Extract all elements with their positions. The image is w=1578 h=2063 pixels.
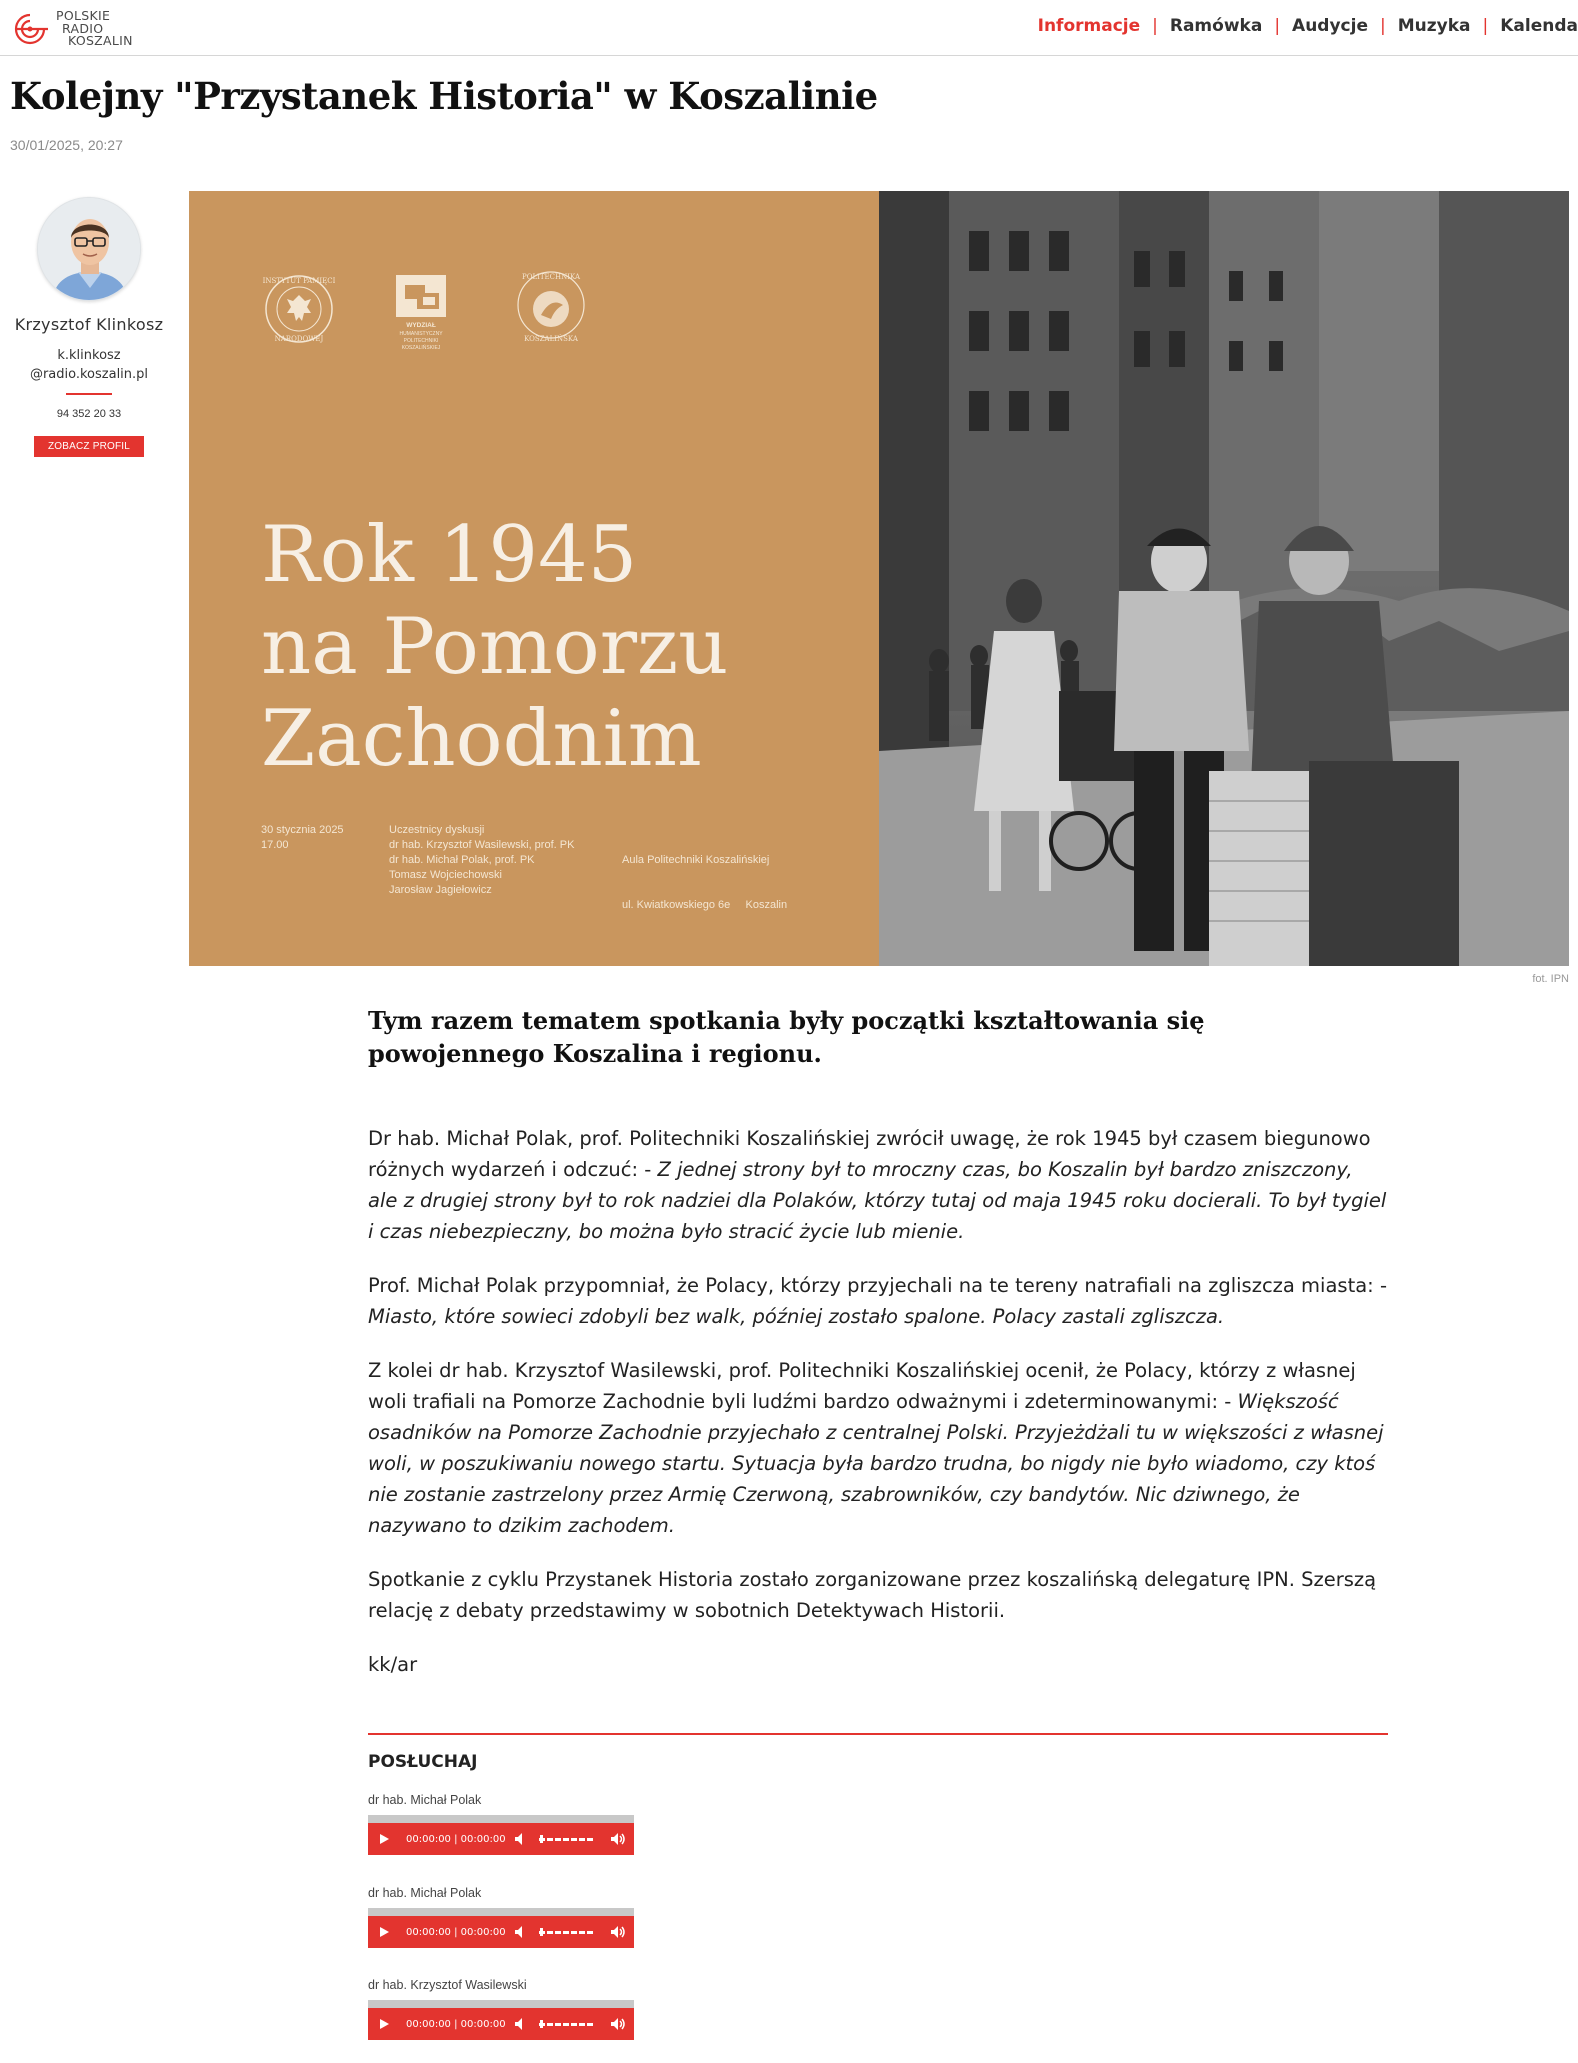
listen-heading: POSŁUCHAJ: [368, 1752, 478, 1772]
audio-track-label: dr hab. Michał Polak: [368, 1793, 482, 1807]
divider: [66, 393, 112, 395]
divider: [368, 1733, 1388, 1735]
poster-title-line: Rok 1945: [261, 510, 638, 600]
historical-street-photo: [879, 191, 1569, 966]
publish-date: 30/01/2025, 20:27: [10, 137, 123, 153]
poster-participants: Uczestnicy dyskusji dr hab. Krzysztof Wasilewski, prof. PK dr hab. Michał Polak, prof. PK Tomasz Wojciechowski Jarosław Jagiełowicz: [389, 824, 575, 896]
poster-title-line: Zachodnim: [261, 694, 702, 784]
faculty-logo-icon: [396, 275, 446, 317]
author-email-line: @radio.koszalin.pl: [29, 367, 149, 382]
main-nav: [1026, 16, 1578, 36]
audio-time: 00:00:00 | 00:00:00: [406, 1926, 506, 1938]
nav-separator: |: [1152, 16, 1158, 36]
view-profile-button[interactable]: ZOBACZ PROFIL: [34, 436, 144, 457]
faculty-logo-text: WYDZIAŁ: [406, 322, 436, 329]
play-button[interactable]: [368, 2008, 400, 2040]
nav-item-audycje[interactable]: Audycje: [1292, 16, 1368, 36]
audio-track-label: dr hab. Michał Polak: [368, 1886, 482, 1900]
site-logo[interactable]: [8, 8, 133, 50]
volume-mute-icon[interactable]: [513, 1831, 529, 1847]
play-button[interactable]: [368, 1823, 400, 1855]
audio-progress-bar[interactable]: [368, 1908, 634, 1916]
hero-image: [189, 191, 1569, 966]
audio-controls: [368, 1823, 634, 1855]
play-icon: [378, 2018, 390, 2030]
poster-title: [261, 509, 728, 785]
audio-time: 00:00:00 | 00:00:00: [406, 1833, 506, 1845]
play-icon: [378, 1833, 390, 1845]
volume-max-icon[interactable]: [610, 1831, 626, 1847]
historical-photo: [879, 191, 1569, 966]
volume-slider[interactable]: [539, 1928, 599, 1936]
play-button[interactable]: [368, 1916, 400, 1948]
svg-text:KOSZALIŃSKA: KOSZALIŃSKA: [524, 335, 578, 343]
poster-venue: Aula Politechniki Koszalińskiej ul. Kwiatkowskiego 6e Koszalin: [622, 854, 788, 911]
volume-mute-icon[interactable]: [513, 2016, 529, 2032]
volume-slider[interactable]: [539, 1835, 599, 1843]
svg-text:NARODOWEJ: NARODOWEJ: [274, 335, 324, 343]
photo-credit: fot. IPN: [1532, 973, 1569, 985]
radio-logo-icon: [8, 11, 52, 47]
faculty-logo-text: HUMANISTYCZNY: [399, 331, 443, 337]
ipn-logo-icon: [263, 276, 336, 343]
nav-separator: |: [1274, 16, 1281, 36]
article-paragraph: Spotkanie z cyklu Przystanek Historia zostało zorganizowane przez koszalińską delegaturę IPN. Szerszą relację z debaty przedstawimy w sobotnich Detektywach Historii.: [368, 1568, 1377, 1622]
poster-title-line: na Pomorzu: [261, 602, 729, 692]
nav-item-kalendarz[interactable]: Kalenda: [1500, 16, 1578, 36]
article-signature: kk/ar: [368, 1653, 418, 1676]
svg-text:INSTYTUT PAMIĘCI: INSTYTUT PAMIĘCI: [263, 277, 336, 285]
avatar[interactable]: [37, 197, 141, 301]
audio-controls: [368, 2008, 634, 2040]
audio-player: [368, 1886, 636, 1948]
nav-separator: |: [1380, 16, 1386, 36]
site-header: [0, 0, 1578, 56]
article-paragraph: Prof. Michał Polak przypomniał, że Polacy, którzy przyjechali na te tereny natrafiali na zgliszcza miasta: - Miasto, które sowieci zdobyli bez walk, później zostało spalone. Polacy zastali zgliszcza.: [368, 1274, 1387, 1328]
article-body: [368, 1123, 1388, 1703]
author-name[interactable]: Krzysztof Klinkosz: [14, 315, 164, 334]
audio-player: [368, 1793, 636, 1855]
audio-controls: [368, 1916, 634, 1948]
nav-separator: |: [1482, 16, 1489, 36]
volume-slider[interactable]: [539, 2020, 599, 2028]
author-email-line: k.klinkosz: [57, 348, 121, 363]
nav-item-muzyka[interactable]: Muzyka: [1397, 16, 1471, 36]
article-paragraph: Z kolei dr hab. Krzysztof Wasilewski, prof. Politechniki Koszalińskiej ocenił, że Polacy, którzy z własnej woli trafiali na Pomorze Zachodnie byli ludźmi bardzo odważnymi i zdeterminowanymi: - Większość osadników na Pomorze Zachodnie przyjechało z centralnej Polski. Przyjeżdżali tu w większości z własnej woli, w poszukiwaniu nowego startu. Sytuacja była bardzo trudna, bo nigdy nie było wiadomo, czy ktoś nie zostanie zastrzelony przez Armię Czerwoną, szabrowników, czy bandytów. Nic dziwnego, że nazywano to dzikim zachodem.: [368, 1359, 1384, 1537]
logo-text: POLSKIE RADIO KOSZALIN: [56, 8, 133, 49]
volume-max-icon[interactable]: [610, 2016, 626, 2032]
nav-item-informacje[interactable]: Informacje: [1037, 16, 1141, 36]
page-title: Kolejny "Przystanek Historia" w Koszalinie: [10, 74, 878, 118]
faculty-logo-text: KOSZALIŃSKIEJ: [401, 345, 441, 351]
author-phone: 94 352 20 33: [56, 408, 122, 420]
svg-text:POLITECHNIKA: POLITECHNIKA: [522, 273, 580, 281]
volume-max-icon[interactable]: [610, 1924, 626, 1940]
poster-date: 30 stycznia 2025 17.00: [261, 824, 344, 851]
audio-player: [368, 1978, 636, 2040]
audio-progress-bar[interactable]: [368, 1815, 634, 1823]
faculty-logo-text: POLITECHNIKI: [403, 338, 439, 344]
play-icon: [378, 1926, 390, 1938]
volume-mute-icon[interactable]: [513, 1924, 529, 1940]
audio-progress-bar[interactable]: [368, 2000, 634, 2008]
author-email[interactable]: [0, 346, 178, 384]
event-poster-panel: [189, 191, 879, 966]
article-lead: Tym razem tematem spotkania były początki kształtowania się powojennego Koszalina i regionu.: [368, 1006, 1205, 1068]
nav-item-ramowka[interactable]: Ramówka: [1169, 16, 1263, 36]
audio-track-label: dr hab. Krzysztof Wasilewski: [368, 1978, 527, 1992]
audio-time: 00:00:00 | 00:00:00: [406, 2018, 506, 2030]
university-logo-icon: [518, 272, 584, 343]
author-card: [0, 197, 178, 457]
article-paragraph: Dr hab. Michał Polak, prof. Politechniki Koszalińskiej zwrócił uwagę, że rok 1945 był czasem biegunowo różnych wydarzeń i odczuć: - Z jednej strony był to mroczny czas, bo Koszalin był bardzo zniszczony, ale z drugiej strony był to rok nadziei dla Polaków, którzy tutaj od maja 1945 roku docierali. To był tygiel i czas niebezpieczny, bo można było stracić życie lub mienie.: [368, 1127, 1387, 1243]
partner-logos: [263, 261, 603, 361]
